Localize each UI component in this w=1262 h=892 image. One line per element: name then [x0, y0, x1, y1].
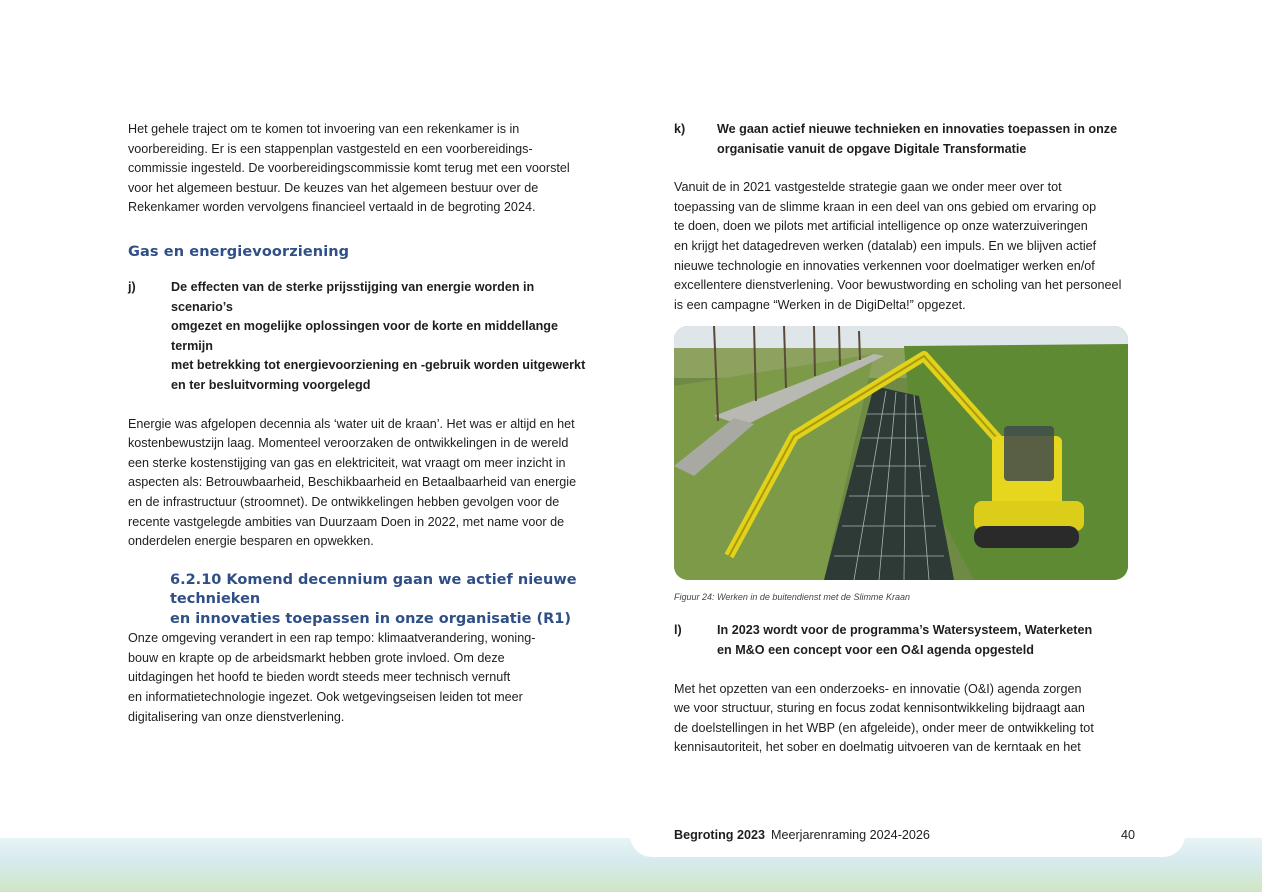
page-number: 40 [1121, 828, 1136, 842]
excavator-illustration [674, 326, 1128, 580]
item-heading [171, 278, 586, 396]
oi-agenda-paragraph [674, 680, 1136, 758]
footer-title [674, 828, 930, 842]
item-heading-line: omgezet en mogelijke oplossingen voor de korte en middellange termijn [171, 319, 558, 353]
energy-line: Energie was afgelopen decennia als ‘water uit de kraan’. Het was er altijd en het [128, 416, 575, 431]
intro-line: Rekenkamer worden vervolgens financieel vertaald in de begroting 2024. [128, 200, 536, 215]
strategy-paragraph [674, 178, 1136, 315]
item-j [128, 278, 586, 396]
strategy-line: is een campagne “Werken in de DigiDelta!” opgezet. [674, 297, 966, 312]
strategy-line: excellentere dienstverlening. Voor bewustwording en scholing van het personeel [674, 278, 1122, 293]
item-letter: k) [674, 122, 686, 136]
right-column [674, 120, 1136, 758]
item-letter: l) [674, 623, 682, 638]
energy-line: aspecten als: Betrouwbaarheid, Beschikbaarheid en Betaalbaarheid van energie [128, 475, 577, 490]
environment-line: en informatietechnologie ingezet. Ook wetgevingseisen leiden tot meer [128, 689, 523, 704]
item-heading-line: In 2023 wordt voor de programma’s Watersysteem, Waterketen [717, 623, 1093, 638]
item-heading [717, 621, 1092, 660]
item-l [674, 621, 1136, 660]
figure-caption: Figuur 24: Werken in de buitendienst met de Slimme Kraan [674, 592, 910, 603]
item-k [674, 120, 1136, 159]
item-heading-line: We gaan actief nieuwe technieken en innovaties toepassen in onze [717, 122, 1118, 136]
environment-paragraph [128, 629, 586, 727]
item-heading-line: De effecten van de sterke prijsstijging van energie worden in scenario’s [171, 279, 535, 314]
item-letter: j) [128, 279, 136, 294]
environment-line: digitalisering van onze dienstverlening. [128, 709, 345, 724]
environment-line: uitdagingen het hoofd te bieden wordt steeds meer technisch vernuft [128, 670, 511, 685]
oi-line: kennisautoriteit, het sober en doelmatig uitvoeren van de kerntaak en het [674, 740, 1081, 755]
intro-paragraph [128, 120, 586, 218]
energy-line: een sterke kostenstijging van gas en elektriciteit, wat vraagt om meer inzicht in [128, 455, 566, 470]
energy-line: recente vastgelegde ambities van Duurzaam Doen in 2022, met name voor de [128, 514, 565, 529]
item-heading-line: met betrekking tot energievoorziening en -gebruik worden uitgewerkt [171, 358, 586, 373]
intro-line: voor het algemeen bestuur. De keuzes van het algemeen bestuur over de [128, 180, 539, 195]
energy-line: onderdelen energie besparen en opwekken. [128, 534, 374, 549]
energy-line: en de infrastructuur (stroomnet). De ontwikkelingen hebben gevolgen voor de [128, 494, 560, 509]
item-heading-line: en ter besluitvorming voorgelegd [171, 377, 371, 392]
footer-doc-title: Begroting 2023 [674, 828, 765, 842]
intro-line: Het gehele traject om te komen tot invoering van een rekenkamer is in [128, 122, 520, 136]
intro-line: commissie ingesteld. De voorbereidingscommissie komt terug met een voorstel [128, 161, 570, 176]
item-heading-line: en M&O een concept voor een O&I agenda opgesteld [717, 642, 1035, 657]
subsection-title-line: en innovaties toepassen in onze organisatie (R1) [170, 610, 572, 627]
strategy-line: te doen, doen we pilots met artificial intelligence op onze waterzuiveringen [674, 219, 1088, 234]
intro-line: voorbereiding. Er is een stappenplan vastgesteld en een voorbereidings- [128, 141, 533, 156]
strategy-line: nieuwe technologie en innovaties verkennen voor doelmatiger werken en/of [674, 258, 1095, 273]
strategy-line: toepassing van de slimme kraan in een deel van ons gebied om ervaring op [674, 199, 1097, 214]
subsection-title-line: 6.2.10 Komend decennium gaan we actief nieuwe technieken [170, 571, 577, 608]
oi-line: de doelstellingen in het WBP (en afgeleide), onder meer de ontwikkeling tot [674, 720, 1094, 735]
footer-doc-subtitle: Meerjarenraming 2024-2026 [770, 828, 930, 842]
oi-line: we voor structuur, sturing en focus zodat kennisontwikkeling bijdraagt aan [674, 701, 1085, 716]
oi-line: Met het opzetten van een onderzoeks- en innovatie (O&I) agenda zorgen [674, 681, 1082, 696]
subsection-title-6-2-10 [170, 571, 586, 630]
strategy-line: Vanuit de in 2021 vastgestelde strategie gaan we onder meer over tot [674, 180, 1062, 195]
section-title-gas-energy: Gas en energievoorziening [128, 243, 350, 260]
left-column [128, 120, 586, 727]
energy-line: kostenbewustzijn laag. Momenteel veroorzaken de ontwikkelingen in de wereld [128, 436, 569, 451]
energy-paragraph [128, 415, 586, 552]
environment-line: Onze omgeving verandert in een rap tempo: klimaatverandering, woning- [128, 631, 536, 646]
excavator-photo [674, 326, 1128, 580]
item-heading-line: organisatie vanuit de opgave Digitale Transformatie [717, 141, 1027, 156]
environment-line: bouw en krapte op de arbeidsmarkt hebben grote invloed. Om deze [128, 650, 505, 665]
item-heading [717, 120, 1117, 159]
strategy-line: en krijgt het datagedreven werken (datalab) een impuls. En we blijven actief [674, 238, 1097, 253]
